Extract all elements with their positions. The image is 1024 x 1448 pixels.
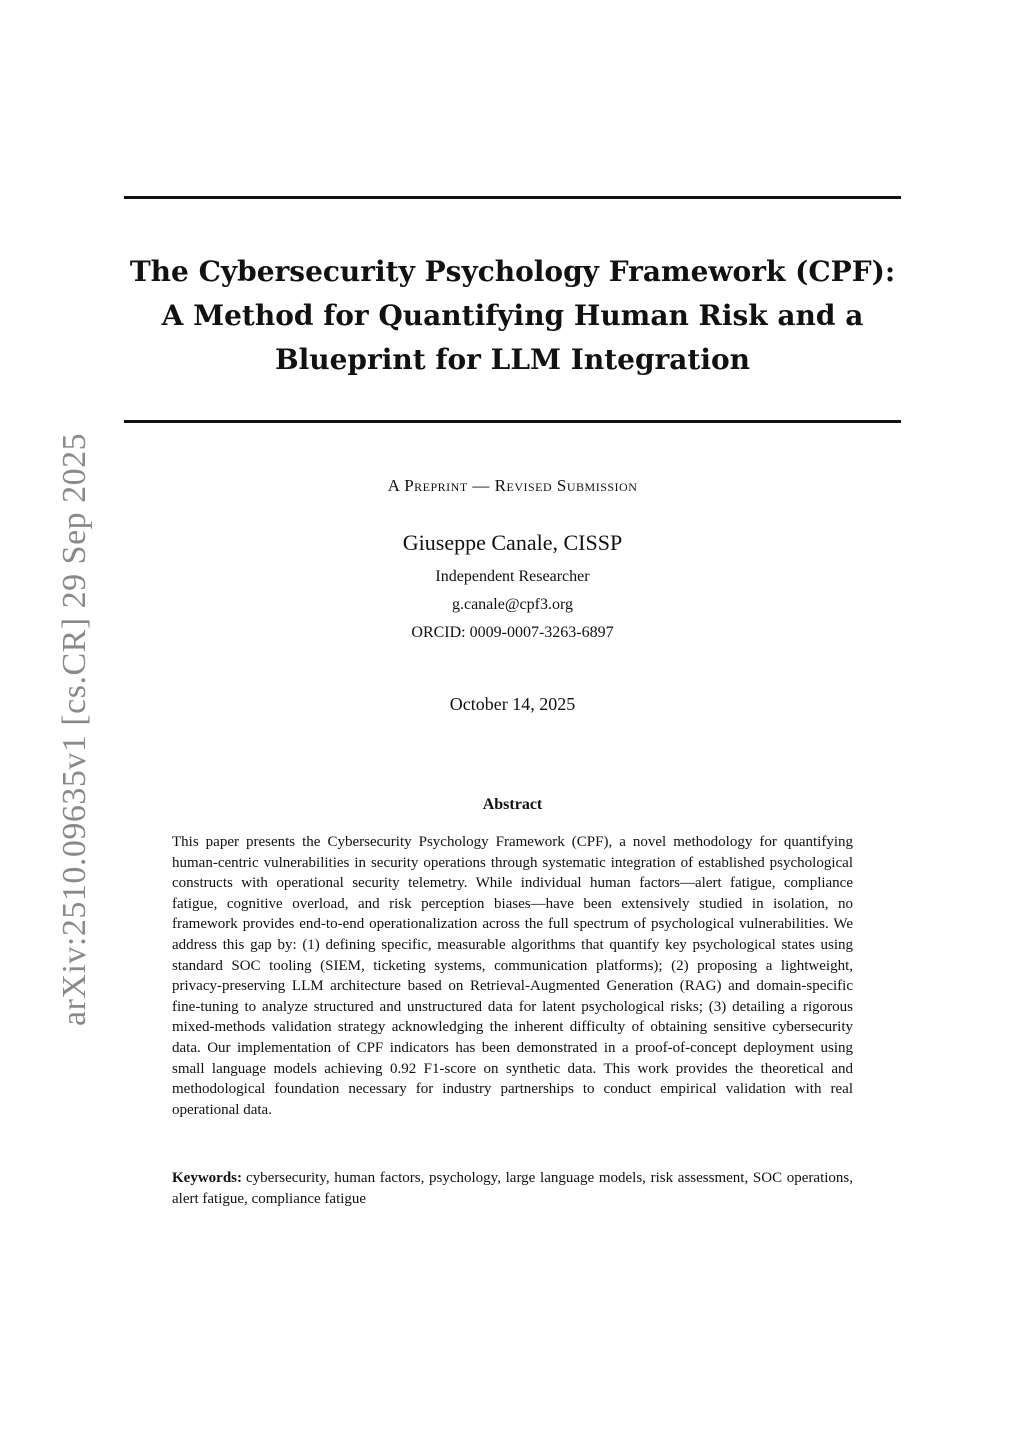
title-rule-top	[124, 196, 901, 199]
keywords-label: Keywords:	[172, 1170, 242, 1186]
keywords	[172, 1168, 853, 1209]
arxiv-identifier: arXiv:2510.09635v1 [cs.CR] 29 Sep 2025	[56, 432, 93, 1026]
title-line: A Method for Quantifying Human Risk and a	[161, 299, 864, 332]
preprint-label: A Preprint — Revised Submission	[387, 476, 638, 495]
author-email: g.canale@cpf3.org	[451, 596, 574, 613]
paper-title	[124, 250, 901, 382]
title-rule-bottom	[124, 420, 901, 423]
abstract-heading: Abstract	[482, 796, 543, 813]
abstract-text: This paper presents the Cybersecurity Psychology Framework (CPF), a novel methodology for quantifying human-centric vulnerabilities in security operations through systematic integration of established psychological constructs with operational security telemetry. While individual human factors—alert fatigue, compliance fatigue, cognitive overload, and risk perception biases—have been extensively studied in isolation, no framework provides end-to-end operationalization across the full spectrum of psychological vulnerabilities. We address this gap by: (1) defining specific, measurable algorithms that quantify key psychological states using standard SOC tooling (SIEM, ticketing systems, communication platforms); (2) proposing a lightweight, privacy-preserving LLM architecture based on Retrieval-Augmented Generation (RAG) and domain-specific fine-tuning to analyze structured and unstructured data for latent psychological risks; (3) detailing a rigorous mixed-methods validation strategy acknowledging the inherent difficulty of obtaining sensitive cybersecurity data. Our implementation of CPF indicators has been demonstrated in a proof-of-concept deployment using small language models achieving 0.92 F1-score on synthetic data. This work provides the theoretical and methodological foundation necessary for industry partnerships to conduct empirical validation with real operational data.	[172, 834, 853, 1118]
title-line: Blueprint for LLM Integration	[274, 343, 751, 376]
publication-date: October 14, 2025	[449, 694, 576, 714]
author-name: Giuseppe Canale, CISSP	[402, 530, 623, 555]
keywords-text: cybersecurity, human factors, psychology, large language models, risk assessment, SOC operations, alert fatigue, compliance fatigue	[172, 1170, 853, 1207]
author-affiliation: Independent Researcher	[435, 568, 590, 585]
author-orcid: ORCID: 0009-0007-3263-6897	[411, 624, 614, 641]
title-line: The Cybersecurity Psychology Framework (CPF):	[129, 255, 896, 288]
